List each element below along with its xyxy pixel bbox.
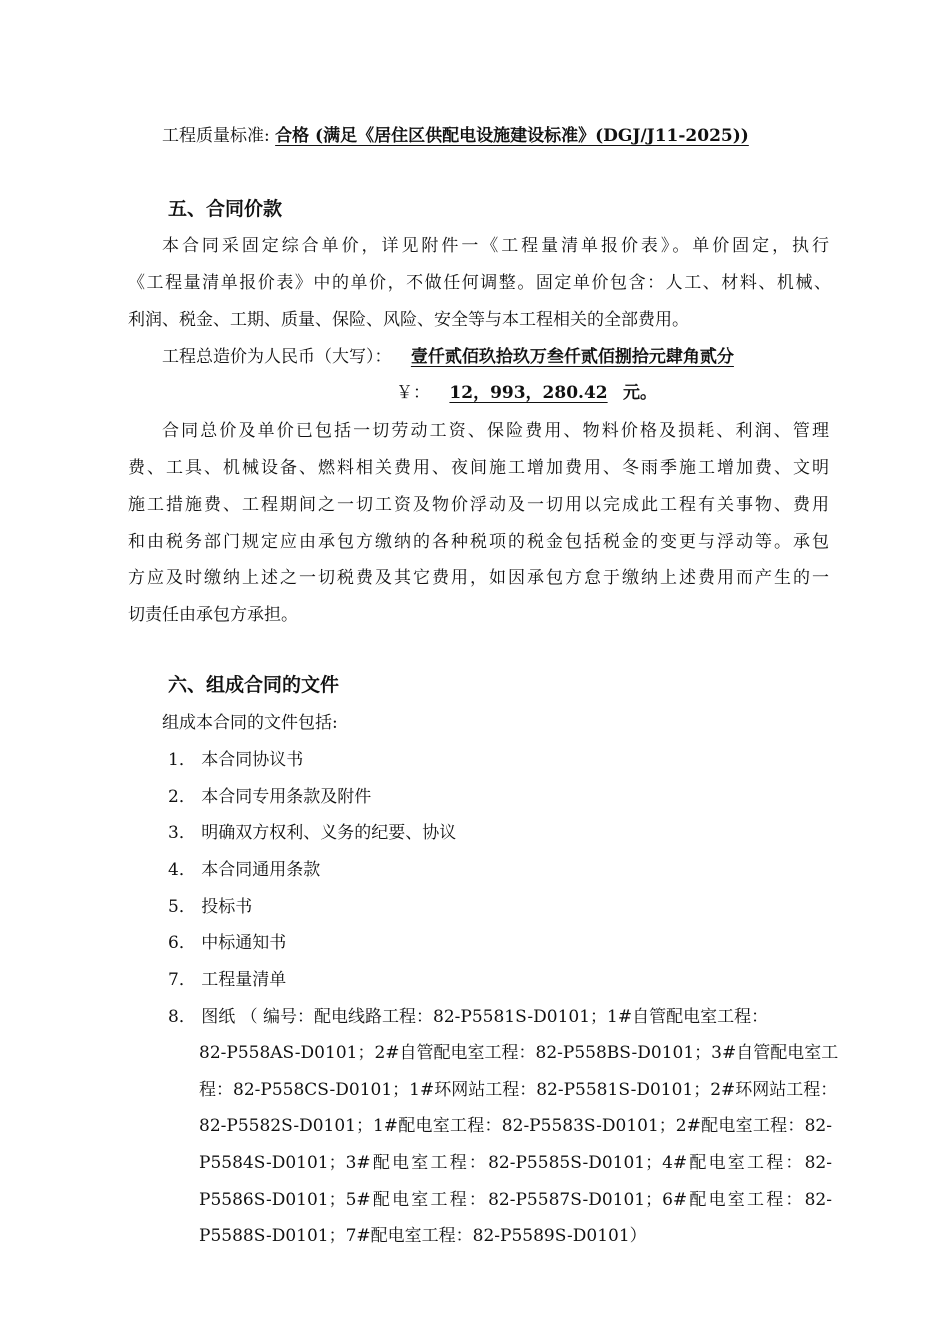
total-price-number-line [396,381,657,405]
section5-para2-line: 施工措施费、工程期间之一切工资及物价浮动及一切用以完成此工程有关事物、费用 [128,495,829,515]
section5-para1-line: 本合同采固定综合单价，详见附件一《工程量清单报价表》。单价固定，执行 [162,236,829,256]
section5-para2-line: 和由税务部门规定应由承包方缴纳的各种税项的税金包括税金的变更与浮动等。承包 [128,532,829,552]
list-item: 7． 工程量清单 [168,970,287,990]
list-item-continuation: P5588S-D0101；7#配电室工程：82-P5589S-D0101） [199,1226,647,1246]
list-item: 6． 中标通知书 [168,933,287,953]
total-price-number: 12，993，280.42 [449,383,608,403]
section5-para2-line: 切责任由承包方承担。 [128,605,298,625]
list-item: 5． 投标书 [168,897,253,917]
total-price-upper: 壹仟贰佰玖拾玖万叁仟贰佰捌拾元肆角贰分 [410,347,734,367]
quality-label: 工程质量标准: [162,126,270,146]
section5-heading: 五、合同价款 [168,198,283,220]
quality-standard-line [162,124,749,148]
section5-para2-line: 方应及时缴纳上述之一切税费及其它费用，如因承包方怠于缴纳上述费用而产生的一 [128,568,829,588]
list-item: 8． 图纸 （ 编号：配电线路工程：82-P5581S-D0101；1#自管配电室工程： [168,1007,769,1027]
section5-para1-line: 《工程量清单报价表》中的单价，不做任何调整。固定单价包含：人工、材料、机械、 [128,273,831,293]
list-item-continuation: 82-P5582S-D0101；1#配电室工程：82-P5583S-D0101；2#配电室工程：82- [199,1116,832,1136]
quality-value: 合格 (满足《居住区供配电设施建设标准》(DGJ/J11-2025)) [275,126,749,146]
list-item: 2． 本合同专用条款及附件 [168,787,372,807]
list-item: 3． 明确双方权利、义务的纪要、协议 [168,823,457,843]
yen-label: ￥： [396,383,430,403]
section5-para2-line: 合同总价及单价已包括一切劳动工资、保险费用、物料价格及损耗、利润、管理 [162,421,829,441]
section6-heading: 六、组成合同的文件 [168,674,340,696]
total-price-upper-line [162,345,734,369]
total-price-label: 工程总造价为人民币（大写）： [162,347,392,367]
yen-unit: 元。 [623,383,658,403]
list-item-continuation: P5586S-D0101；5#配电室工程：82-P5587S-D0101；6#配电室工程：82- [199,1190,832,1210]
list-item: 4． 本合同通用条款 [168,860,321,880]
section5-para2-line: 费、工具、机械设备、燃料相关费用、夜间施工增加费用、冬雨季施工增加费、文明 [128,458,829,478]
section6-intro: 组成本合同的文件包括: [162,713,338,733]
list-item-continuation: 82-P558AS-D0101；2#自管配电室工程：82-P558BS-D0101；3#自管配电室工 [199,1043,839,1063]
list-item: 1． 本合同协议书 [168,750,304,770]
section5-para1-line: 利润、税金、工期、质量、保险、风险、安全等与本工程相关的全部费用。 [128,310,689,330]
list-item-continuation: P5584S-D0101；3#配电室工程：82-P5585S-D0101；4#配电室工程：82- [199,1153,832,1173]
list-item-continuation: 程：82-P558CS-D0101；1#环网站工程：82-P5581S-D0101；2#环网站工程： [199,1080,838,1100]
